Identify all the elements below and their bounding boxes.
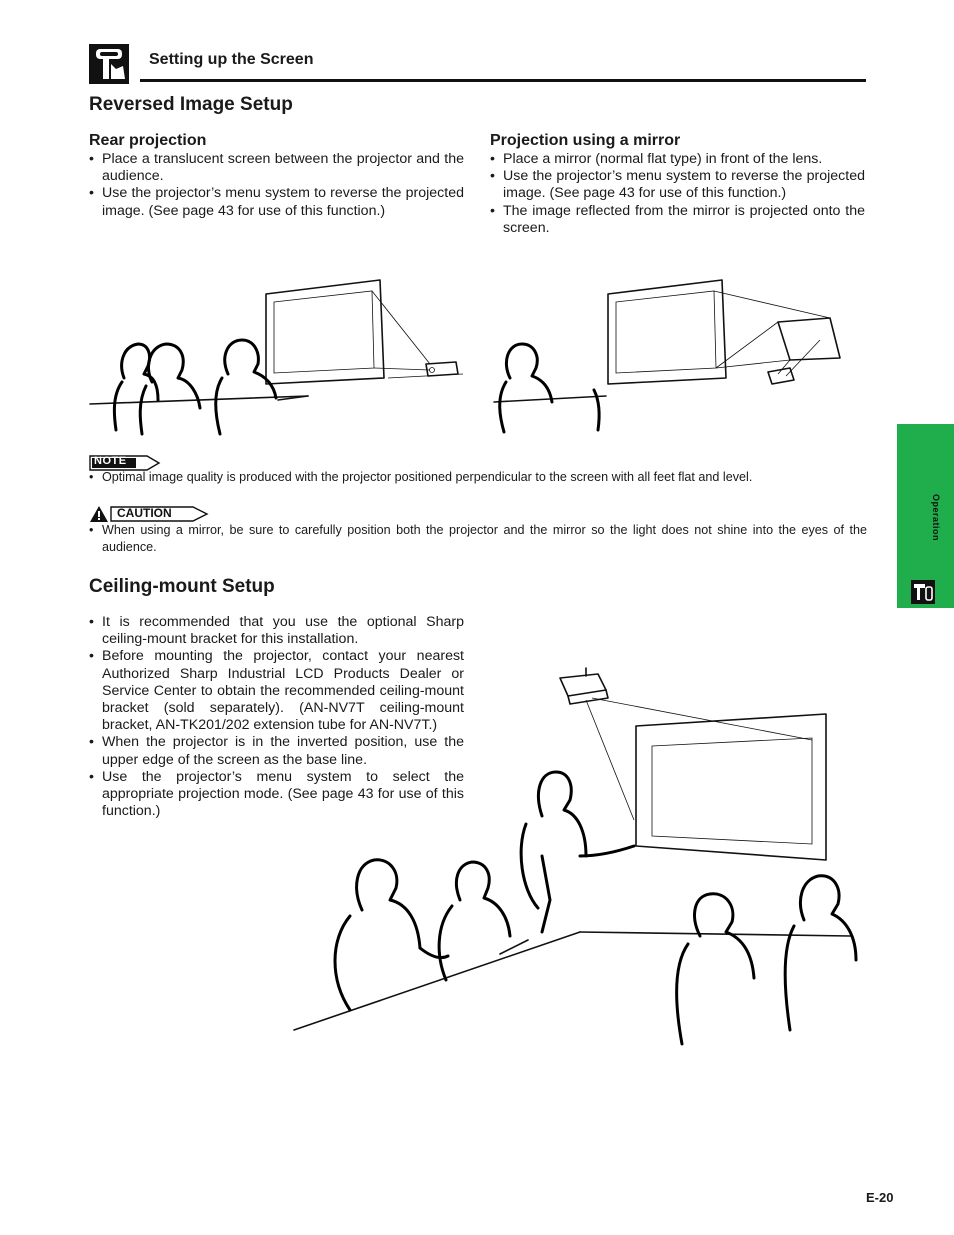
list-item: • When the projector is in the inverted position, use the upper edge of the screen as the base line. [89,734,464,768]
mirror-projection-list [490,151,865,237]
list-item: • The image reflected from the mirror is projected onto the screen. [490,203,865,237]
operation-side-tab [897,424,954,608]
caution-list [89,522,867,555]
list-item: • It is recommended that you use the optional Sharp ceiling-mount bracket for this installation. [89,614,464,648]
caution-badge-label: CAUTION [117,506,172,520]
list-item: • When using a mirror, be sure to carefully position both the projector and the mirror so the light does not shine into the eyes of the audience. [89,522,867,555]
operation-icon [911,580,935,604]
rear-projection-title: Rear projection [89,132,207,149]
mirror-projection-illustration [490,278,870,438]
rear-projection-illustration [88,278,468,438]
list-item: • Before mounting the projector, contact your nearest Authorized Sharp Industrial LCD Products Dealer or Service Center to obtain the recommended ceiling-mount bracket (sold separately). (AN-NV7T ceiling-mount bracket, AN-TK201/202 extension tube for AN-NV7T.) [89,648,464,734]
list-item: • Place a translucent screen between the projector and the audience. [89,151,464,185]
mirror-projection-title: Projection using a mirror [490,132,681,149]
side-tab-label: Operation [931,494,941,542]
header-title: Setting up the Screen [149,51,314,68]
note-list [89,469,867,486]
list-item: • Use the projector’s menu system to reverse the projected image. (See page 43 for use of this function.) [89,185,464,219]
rear-projection-list [89,151,464,220]
ceiling-mount-illustration [290,660,860,1060]
header-rule [140,79,866,82]
note-badge-label: NOTE [94,455,127,467]
list-item: • Place a mirror (normal flat type) in front of the lens. [490,151,865,168]
list-item: • Optimal image quality is produced with the projector positioned perpendicular to the screen with all feet flat and level. [89,469,867,486]
page-number: E-20 [866,1190,894,1205]
list-item: • Use the projector’s menu system to select the appropriate projection mode. (See page 43 for use of this function.) [89,769,464,821]
screen-setup-icon [89,44,129,84]
reversed-image-setup-title: Reversed Image Setup [89,94,293,115]
ceiling-mount-setup-title: Ceiling-mount Setup [89,576,275,597]
list-item: • Use the projector’s menu system to reverse the projected image. (See page 43 for use of this function.) [490,168,865,202]
